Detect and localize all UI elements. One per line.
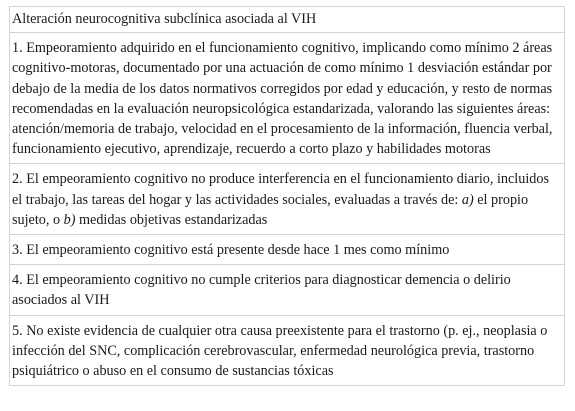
table-header-row [10, 7, 565, 33]
criterion-3: 3. El empeoramiento cognitivo está presente desde hace 1 mes como mínimo [10, 235, 565, 265]
table-row [10, 33, 565, 164]
criterion-2 [10, 164, 565, 235]
criterion-2-text-a: 2. El empeoramiento cognitivo no produce interferencia en el funcionamiento diario, incluidos el trabajo, las tareas del hogar y las actividades sociales, evaluadas a través de: [12, 171, 549, 208]
table-title: Alteración neurocognitiva subclínica asociada al VIH [10, 7, 565, 33]
table-row [10, 265, 565, 315]
criterion-2-option-b: b) [63, 211, 76, 228]
table-row [10, 315, 565, 386]
table-row [10, 164, 565, 235]
table-row [10, 235, 565, 265]
criterion-2-option-a: a) [461, 191, 474, 208]
criterion-5: 5. No existe evidencia de cualquier otra causa preexistente para el trastorno (p. ej., neoplasia o infección del SNC, complicación cerebrovascular, enfermedad neurológica previa, trastorno psiquiátrico o abuso en el consumo de sustancias tóxicas [10, 315, 565, 386]
criterion-4: 4. El empeoramiento cognitivo no cumple criterios para diagnosticar demencia o delirio asociados al VIH [10, 265, 565, 315]
criterion-2-text-b: el propio sujeto, o [12, 191, 529, 228]
criteria-table [9, 6, 565, 386]
criterion-1: 1. Empeoramiento adquirido en el funcionamiento cognitivo, implicando como mínimo 2 áreas cognitivo-motoras, documentado por una actuación de como mínimo 1 desviación estándar por debajo de la media de los datos normativos corregidos por edad y educación, y resto de normas recomendadas en la evaluación neuropsicológica estandarizada, valorando las siguientes áreas: atención/memoria de trabajo, velocidad en el procesamiento de la información, fluencia verbal, funcionamiento ejecutivo, aprendizaje, recuerdo a corto plazo y habilidades motoras [10, 33, 565, 164]
criterion-2-text-c: medidas objetivas estandarizadas [75, 211, 268, 228]
